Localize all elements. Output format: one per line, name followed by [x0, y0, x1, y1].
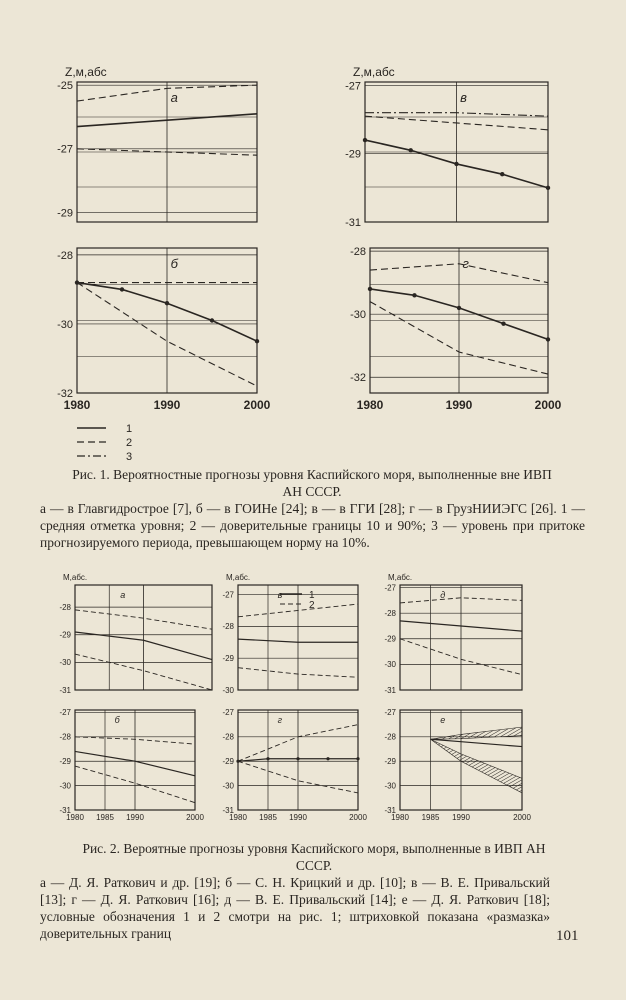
- panel-label: г: [462, 256, 469, 271]
- data-point: [454, 162, 458, 166]
- page-number: 101: [556, 928, 579, 944]
- x-tick-label: 2000: [186, 813, 204, 822]
- data-point: [266, 757, 269, 760]
- panel-label: д: [440, 590, 446, 600]
- x-tick-label: 1990: [452, 813, 470, 822]
- y-tick-label: -27: [384, 583, 396, 593]
- data-point: [165, 301, 169, 305]
- confidence-smear-upper: [431, 727, 523, 739]
- x-tick-label: 1990: [153, 398, 181, 412]
- fig2-caption-title: Рис. 2. Вероятные прогнозы уровня Каспийского моря, выполненные в ИВП АН СССР.: [82, 841, 546, 873]
- y-axis-label: Z,м,абс: [65, 65, 107, 79]
- x-tick-label: 1990: [289, 813, 307, 822]
- y-tick-label: -29: [384, 634, 396, 644]
- data-point: [296, 757, 299, 760]
- x-tick-label: 2000: [534, 398, 562, 412]
- y-tick-label: -30: [59, 658, 71, 668]
- x-tick-label: 1990: [126, 813, 144, 822]
- data-point: [409, 148, 413, 152]
- y-tick-label: -30: [222, 781, 234, 791]
- panel-label: в: [460, 90, 467, 105]
- panel-label: е: [440, 715, 446, 725]
- y-tick-label: -31: [59, 805, 71, 815]
- data-point: [546, 337, 550, 341]
- y-tick-label: -28: [384, 732, 396, 742]
- confidence-smear-lower: [431, 739, 523, 793]
- x-tick-label: 1980: [356, 398, 384, 412]
- data-point: [210, 318, 214, 322]
- x-tick-label: 1985: [421, 813, 440, 822]
- y-tick-label: -29: [59, 630, 71, 640]
- y-tick-label: -31: [222, 805, 234, 815]
- y-tick-label: -31: [384, 685, 396, 695]
- chart-fig1-a: [57, 65, 257, 222]
- x-tick-label: 1980: [63, 398, 91, 412]
- y-tick-label: -28: [350, 246, 366, 259]
- y-tick-label: -31: [59, 685, 71, 695]
- y-tick-label: -25: [57, 80, 73, 93]
- x-tick-label: 1980: [391, 813, 409, 822]
- x-tick-label: 1980: [229, 813, 247, 822]
- y-tick-label: -29: [345, 148, 361, 161]
- legend-label-3: 3: [126, 451, 133, 463]
- y-tick-label: -27: [222, 590, 234, 600]
- data-point: [457, 306, 461, 310]
- panel-label: в: [277, 590, 283, 600]
- fig1-caption-body: а — в Главгидрострое [7], б — в ГОИНе [24]; в — в ГГИ [28]; г — в ГрузНИИЭГС [26]. 1 — средняя отметка уровня; 2 — доверительные границы 10 и 90%; 3 — уровень при притоке прогнозируемого периода, превышающем норму на 10%.: [40, 501, 585, 550]
- x-tick-label: 1985: [96, 813, 114, 822]
- y-tick-label: -27: [57, 143, 73, 156]
- y-axis-label: М,абс.: [226, 573, 251, 582]
- chart-fig2-b: [59, 708, 204, 822]
- y-tick-label: -31: [345, 216, 361, 229]
- y-tick-label: -32: [57, 387, 73, 400]
- y-tick-label: -30: [59, 781, 71, 791]
- data-point: [363, 138, 367, 142]
- x-tick-label: 2000: [513, 813, 531, 822]
- y-tick-label: -27: [345, 80, 361, 93]
- y-tick-label: -29: [59, 757, 71, 767]
- y-tick-label: -27: [384, 708, 396, 718]
- x-tick-label: 1990: [445, 398, 473, 412]
- data-point: [368, 287, 372, 291]
- chart-panels: [57, 65, 562, 822]
- chart-fig2-g: [222, 708, 367, 822]
- panel-label: а: [170, 90, 178, 105]
- x-tick-label: 1985: [259, 813, 277, 822]
- y-tick-label: -29: [222, 653, 234, 663]
- panel-label: б: [114, 715, 120, 725]
- fig1-caption-title: Рис. 1. Вероятностные прогнозы уровня Каспийского моря, выполненные вне ИВП АН СССР.: [72, 467, 552, 499]
- panel-label: г: [277, 715, 283, 725]
- y-tick-label: -28: [222, 622, 234, 632]
- x-tick-label: 2000: [349, 813, 367, 822]
- data-point: [356, 757, 359, 760]
- fig1-legend: [77, 423, 132, 463]
- chart-fig2-v: [222, 573, 358, 695]
- chart-fig2-a: [59, 573, 212, 695]
- y-tick-label: -28: [57, 249, 73, 262]
- x-tick-label: 1980: [66, 813, 84, 822]
- data-point: [120, 287, 124, 291]
- series-line-mean: [431, 739, 523, 746]
- y-tick-label: -31: [384, 805, 396, 815]
- y-tick-label: -29: [57, 207, 73, 220]
- y-tick-label: -32: [350, 372, 366, 385]
- x-tick-label: 2000: [243, 398, 271, 412]
- y-axis-label: М,абс.: [63, 573, 88, 582]
- fig2-legend: [277, 590, 315, 611]
- legend-label-1: 1: [126, 423, 133, 435]
- y-tick-label: -30: [222, 685, 234, 695]
- y-tick-label: -27: [59, 708, 71, 718]
- legend-label-2: 2: [126, 437, 133, 449]
- y-tick-label: -29: [384, 757, 396, 767]
- legend-label-2: 2: [309, 600, 315, 611]
- panel-label: б: [170, 256, 178, 271]
- data-point: [255, 339, 259, 343]
- chart-fig1-b: [57, 248, 271, 412]
- chart-fig1-g: [350, 246, 562, 412]
- chart-fig2-e: [384, 708, 531, 822]
- y-axis-label: М,абс.: [388, 573, 413, 582]
- y-tick-label: -28: [59, 602, 71, 612]
- y-tick-label: -27: [222, 708, 234, 718]
- y-tick-label: -28: [384, 608, 396, 618]
- data-point: [500, 172, 504, 176]
- fig2-caption-body: а — Д. Я. Раткович и др. [19]; б — С. Н. Крицкий и др. [10]; в — В. Е. Привальский [13]; г — Д. Я. Раткович [16]; д — В. Е. Привальский [14]; е — Д. Я. Раткович [18]; условные обозначения 1 и 2 смотри на рис. 1; штриховкой показана «размазка» доверительных границ: [40, 875, 550, 941]
- y-tick-label: -28: [222, 732, 234, 742]
- y-axis-label: Z,м,абс: [353, 65, 395, 79]
- y-tick-label: -30: [384, 660, 396, 670]
- chart-fig2-d: [384, 573, 522, 695]
- chart-fig1-v: [345, 65, 550, 229]
- y-tick-label: -28: [59, 732, 71, 742]
- y-tick-label: -30: [384, 781, 396, 791]
- data-point: [501, 321, 505, 325]
- y-tick-label: -30: [57, 318, 73, 331]
- data-point: [326, 757, 329, 760]
- legend-label-1: 1: [309, 590, 315, 601]
- data-point: [412, 293, 416, 297]
- panel-label: а: [120, 590, 126, 600]
- y-tick-label: -30: [350, 309, 366, 322]
- y-tick-label: -29: [222, 757, 234, 767]
- data-point: [546, 186, 550, 190]
